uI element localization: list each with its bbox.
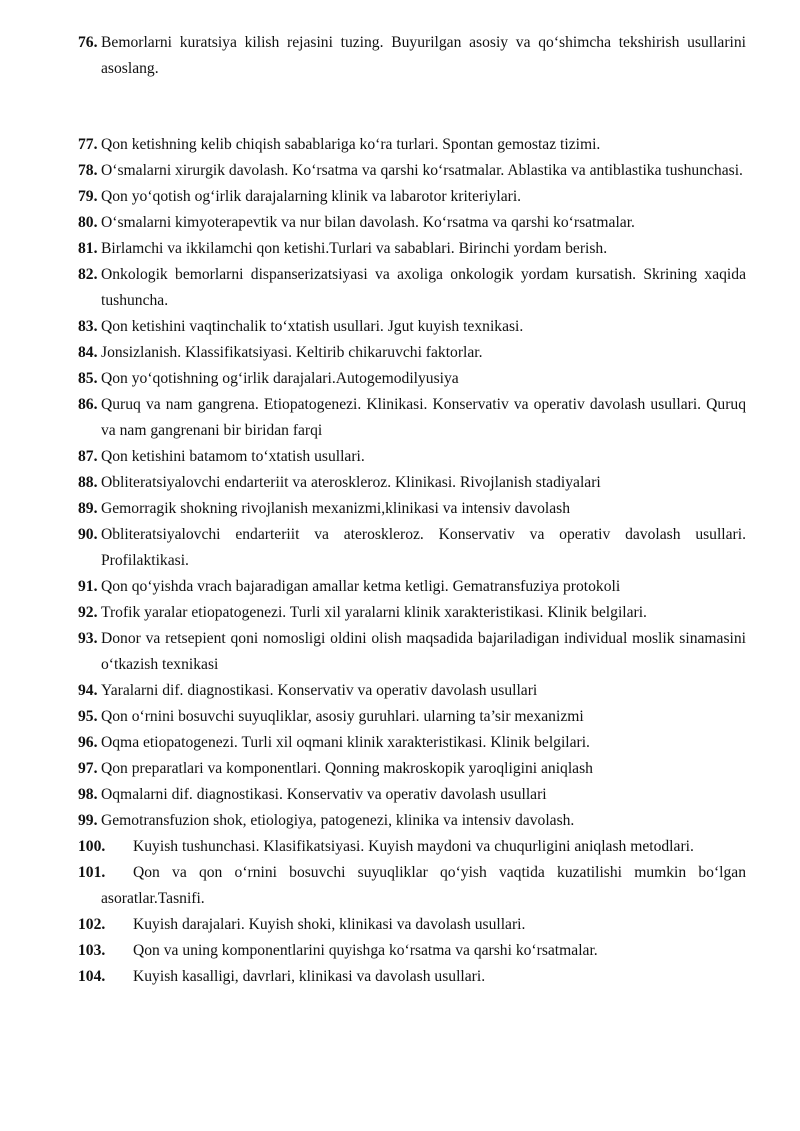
item-text: Obliteratsiyalovchi endarteriit va ateroskleroz. Klinikasi. Rivojlanish stadiyalari: [101, 474, 601, 491]
item-text: Oqmalarni dif. diagnostikasi. Konservativ va operativ davolash usullari: [101, 786, 547, 803]
question-list: [78, 30, 746, 990]
item-text: Kuyish kasalligi, davrlari, klinikasi va davolash usullari.: [133, 968, 486, 985]
item-text: Qon yo‘qotish og‘irlik darajalarning klinik va labarotor kriteriylari.: [101, 188, 522, 205]
item-text: Gemotransfuzion shok, etiologiya, patogenezi, klinika va intensiv davolash.: [101, 812, 575, 829]
list-item: [78, 184, 746, 210]
item-number: 80.: [78, 214, 98, 231]
item-number: 83.: [78, 318, 98, 335]
list-item: [78, 236, 746, 262]
item-text: Jonsizlanish. Klassifikatsiyasi. Keltirib chikaruvchi faktorlar.: [101, 344, 483, 361]
item-number: 92.: [78, 604, 98, 621]
item-text: Birlamchi va ikkilamchi qon ketishi.Turlari va sabablari. Birinchi yordam berish.: [101, 240, 608, 257]
list-item: [78, 626, 746, 678]
item-text: Qon va uning komponentlarini quyishga ko‘rsatma va qarshi ko‘rsatmalar.: [133, 942, 598, 959]
item-number: 94.: [78, 682, 98, 699]
item-number: 85.: [78, 370, 98, 387]
list-item: [78, 782, 746, 808]
item-number: 87.: [78, 448, 98, 465]
list-item: [78, 678, 746, 704]
list-item: [78, 522, 746, 574]
item-text: Qon ketishini batamom to‘xtatish usullari.: [101, 448, 365, 465]
item-number: 89.: [78, 500, 98, 517]
item-number: 86.: [78, 396, 98, 413]
item-number: 100.: [78, 838, 106, 855]
list-item: [78, 496, 746, 522]
list-item: [78, 444, 746, 470]
item-number: 81.: [78, 240, 98, 257]
item-number: 97.: [78, 760, 98, 777]
list-item: [78, 938, 746, 964]
item-number: 103.: [78, 942, 106, 959]
item-number: 101.: [78, 864, 106, 881]
list-item: [78, 964, 746, 990]
item-text: Trofik yaralar etiopatogenezi. Turli xil yaralarni klinik xarakteristikasi. Klinik belgilari.: [101, 604, 647, 621]
item-text: Qon va qon o‘rnini bosuvchi suyuqliklar qo‘yish vaqtida kuzatilishi mumkin bo‘lgan asoratlar.Tasnifi.: [101, 864, 746, 907]
item-number: 91.: [78, 578, 98, 595]
list-item: [78, 314, 746, 340]
item-number: 79.: [78, 188, 98, 205]
item-text: O‘smalarni xirurgik davolash. Ko‘rsatma va qarshi ko‘rsatmalar. Ablastika va antiblastika tushunchasi.: [101, 162, 743, 179]
item-text: Qon qo‘yishda vrach bajaradigan amallar ketma ketligi. Gematransfuziya protokoli: [101, 578, 621, 595]
item-text: Gemorragik shokning rivojlanish mexanizmi,klinikasi va intensiv davolash: [101, 500, 571, 517]
list-item: [78, 600, 746, 626]
item-text: Oqma etiopatogenezi. Turli xil oqmani klinik xarakteristikasi. Klinik belgilari.: [101, 734, 590, 751]
list-item: [78, 756, 746, 782]
item-text: Obliteratsiyalovchi endarteriit va ateroskleroz. Konservativ va operativ davolash usullari. Profilaktikasi.: [101, 526, 746, 569]
list-item: [78, 860, 746, 912]
list-item: [78, 158, 746, 184]
item-text: Quruq va nam gangrena. Etiopatogenezi. Klinikasi. Konservativ va operativ davolash usullari. Quruq va nam gangrenani bir biridan farqi: [101, 396, 746, 439]
item-text: Kuyish tushunchasi. Klasifikatsiyasi. Kuyish maydoni va chuqurligini aniqlash metodlari.: [133, 838, 694, 855]
item-number: 82.: [78, 266, 98, 283]
item-number: 76.: [78, 34, 98, 51]
item-number: 99.: [78, 812, 98, 829]
item-number: 84.: [78, 344, 98, 361]
item-text: Yaralarni dif. diagnostikasi. Konservativ va operativ davolash usullari: [101, 682, 538, 699]
list-item: [78, 340, 746, 366]
list-item: [78, 808, 746, 834]
item-text: Onkologik bemorlarni dispanserizatsiyasi va axoliga onkologik yordam kursatish. Skrining xaqida tushuncha.: [101, 266, 746, 309]
item-number: 98.: [78, 786, 98, 803]
list-item: [78, 392, 746, 444]
item-number: 78.: [78, 162, 98, 179]
item-number: 96.: [78, 734, 98, 751]
list-item: [78, 210, 746, 236]
item-text: Qon ketishini vaqtinchalik to‘xtatish usullari. Jgut kuyish texnikasi.: [101, 318, 524, 335]
item-text: Qon o‘rnini bosuvchi suyuqliklar, asosiy guruhlari. ularning ta’sir mexanizmi: [101, 708, 584, 725]
item-text: Bemorlarni kuratsiya kilish rejasini tuzing. Buyurilgan asosiy va qo‘shimcha tekshirish usullarini asoslang.: [101, 34, 746, 77]
list-item: [78, 912, 746, 938]
item-text: Qon ketishning kelib chiqish sabablariga ko‘ra turlari. Spontan gemostaz tizimi.: [101, 136, 601, 153]
item-number: 77.: [78, 136, 98, 153]
item-number: 95.: [78, 708, 98, 725]
item-text: Donor va retsepient qoni nomosligi oldini olish maqsadida bajariladigan individual moslik sinamasini o‘tkazish texnikasi: [101, 630, 746, 673]
list-item: [78, 470, 746, 496]
list-item: [78, 132, 746, 158]
item-text: Qon yo‘qotishning og‘irlik darajalari.Autogemodilyusiya: [101, 370, 459, 387]
list-item: [78, 704, 746, 730]
item-number: 90.: [78, 526, 98, 543]
item-text: Kuyish darajalari. Kuyish shoki, klinikasi va davolash usullari.: [133, 916, 526, 933]
item-number: 104.: [78, 968, 106, 985]
item-number: 88.: [78, 474, 98, 491]
item-text: Qon preparatlari va komponentlari. Qonning makroskopik yaroqligini aniqlash: [101, 760, 593, 777]
list-item: [78, 834, 746, 860]
list-item: [78, 30, 746, 82]
list-item: [78, 262, 746, 314]
item-number: 102.: [78, 916, 106, 933]
item-number: 93.: [78, 630, 98, 647]
item-text: O‘smalarni kimyoterapevtik va nur bilan davolash. Ko‘rsatma va qarshi ko‘rsatmalar.: [101, 214, 635, 231]
list-item: [78, 730, 746, 756]
list-item: [78, 366, 746, 392]
list-item: [78, 574, 746, 600]
